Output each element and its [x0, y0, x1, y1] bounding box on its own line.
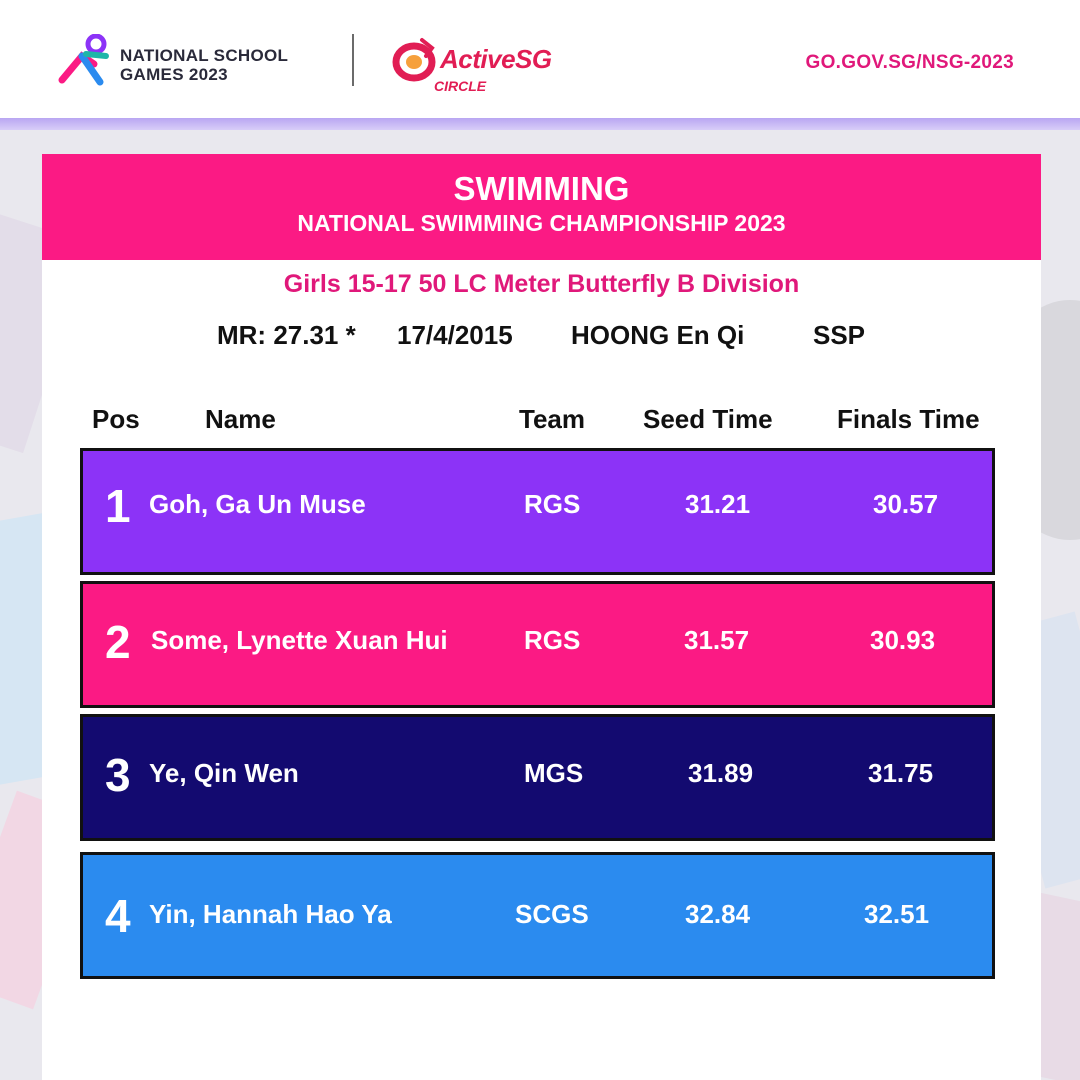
result-team: RGS	[524, 625, 581, 655]
result-team: SCGS	[515, 899, 589, 929]
result-seed-time: 31.57	[684, 625, 750, 655]
result-finals-time: 30.57	[873, 489, 939, 519]
result-name: Goh, Ga Un Muse	[149, 489, 366, 519]
result-row	[80, 581, 995, 708]
result-seed-time: 32.84	[685, 899, 751, 929]
meet-record-holder: HOONG En Qi	[571, 320, 745, 350]
result-position: 4	[105, 890, 131, 942]
sport-title: SWIMMING	[453, 170, 630, 207]
header-bar	[0, 0, 1080, 118]
result-position: 1	[105, 480, 131, 532]
event-title: Girls 15-17 50 LC Meter Butterfly B Division	[283, 270, 800, 298]
title-banner	[42, 154, 1041, 260]
result-name: Yin, Hannah Hao Ya	[149, 899, 392, 929]
competition-title: NATIONAL SWIMMING CHAMPIONSHIP 2023	[297, 210, 786, 236]
meet-record-team: SSP	[813, 320, 866, 350]
meet-record-time: MR: 27.31 *	[217, 320, 356, 350]
activesg-wordmark: ActiveSG	[440, 44, 552, 74]
results-panel	[42, 154, 1041, 1080]
result-team: RGS	[524, 489, 581, 519]
column-header-name: Name	[205, 404, 276, 434]
result-position: 2	[105, 616, 131, 668]
nsg-line-1: NATIONAL SCHOOL	[120, 46, 289, 65]
meet-record-date: 17/4/2015	[397, 320, 513, 350]
nsg-logo-icon	[56, 34, 116, 86]
result-team: MGS	[524, 758, 584, 788]
nsg-wordmark	[120, 46, 288, 84]
site-url-link[interactable]: GO.GOV.SG/NSG-2023	[805, 52, 1014, 73]
result-seed-time: 31.89	[688, 758, 754, 788]
result-row	[80, 448, 995, 575]
result-name: Ye, Qin Wen	[149, 758, 299, 788]
result-finals-time: 31.75	[868, 758, 934, 788]
activesg-circle-label: CIRCLE	[434, 78, 487, 94]
column-header-pos: Pos	[92, 404, 140, 434]
header-divider	[352, 34, 354, 86]
nsg-line-2: GAMES 2023	[120, 65, 228, 84]
activesg-logo-icon	[392, 36, 442, 82]
header-stripe	[0, 118, 1080, 130]
column-header-team: Team	[519, 404, 585, 434]
result-finals-time: 32.51	[864, 899, 930, 929]
column-header-seed-time: Seed Time	[643, 404, 773, 434]
result-name: Some, Lynette Xuan Hui	[151, 625, 448, 655]
result-finals-time: 30.93	[870, 625, 936, 655]
result-row	[80, 714, 995, 841]
result-seed-time: 31.21	[685, 489, 751, 519]
column-header-finals-time: Finals Time	[837, 404, 980, 434]
result-row	[80, 852, 995, 979]
result-position: 3	[105, 749, 131, 801]
